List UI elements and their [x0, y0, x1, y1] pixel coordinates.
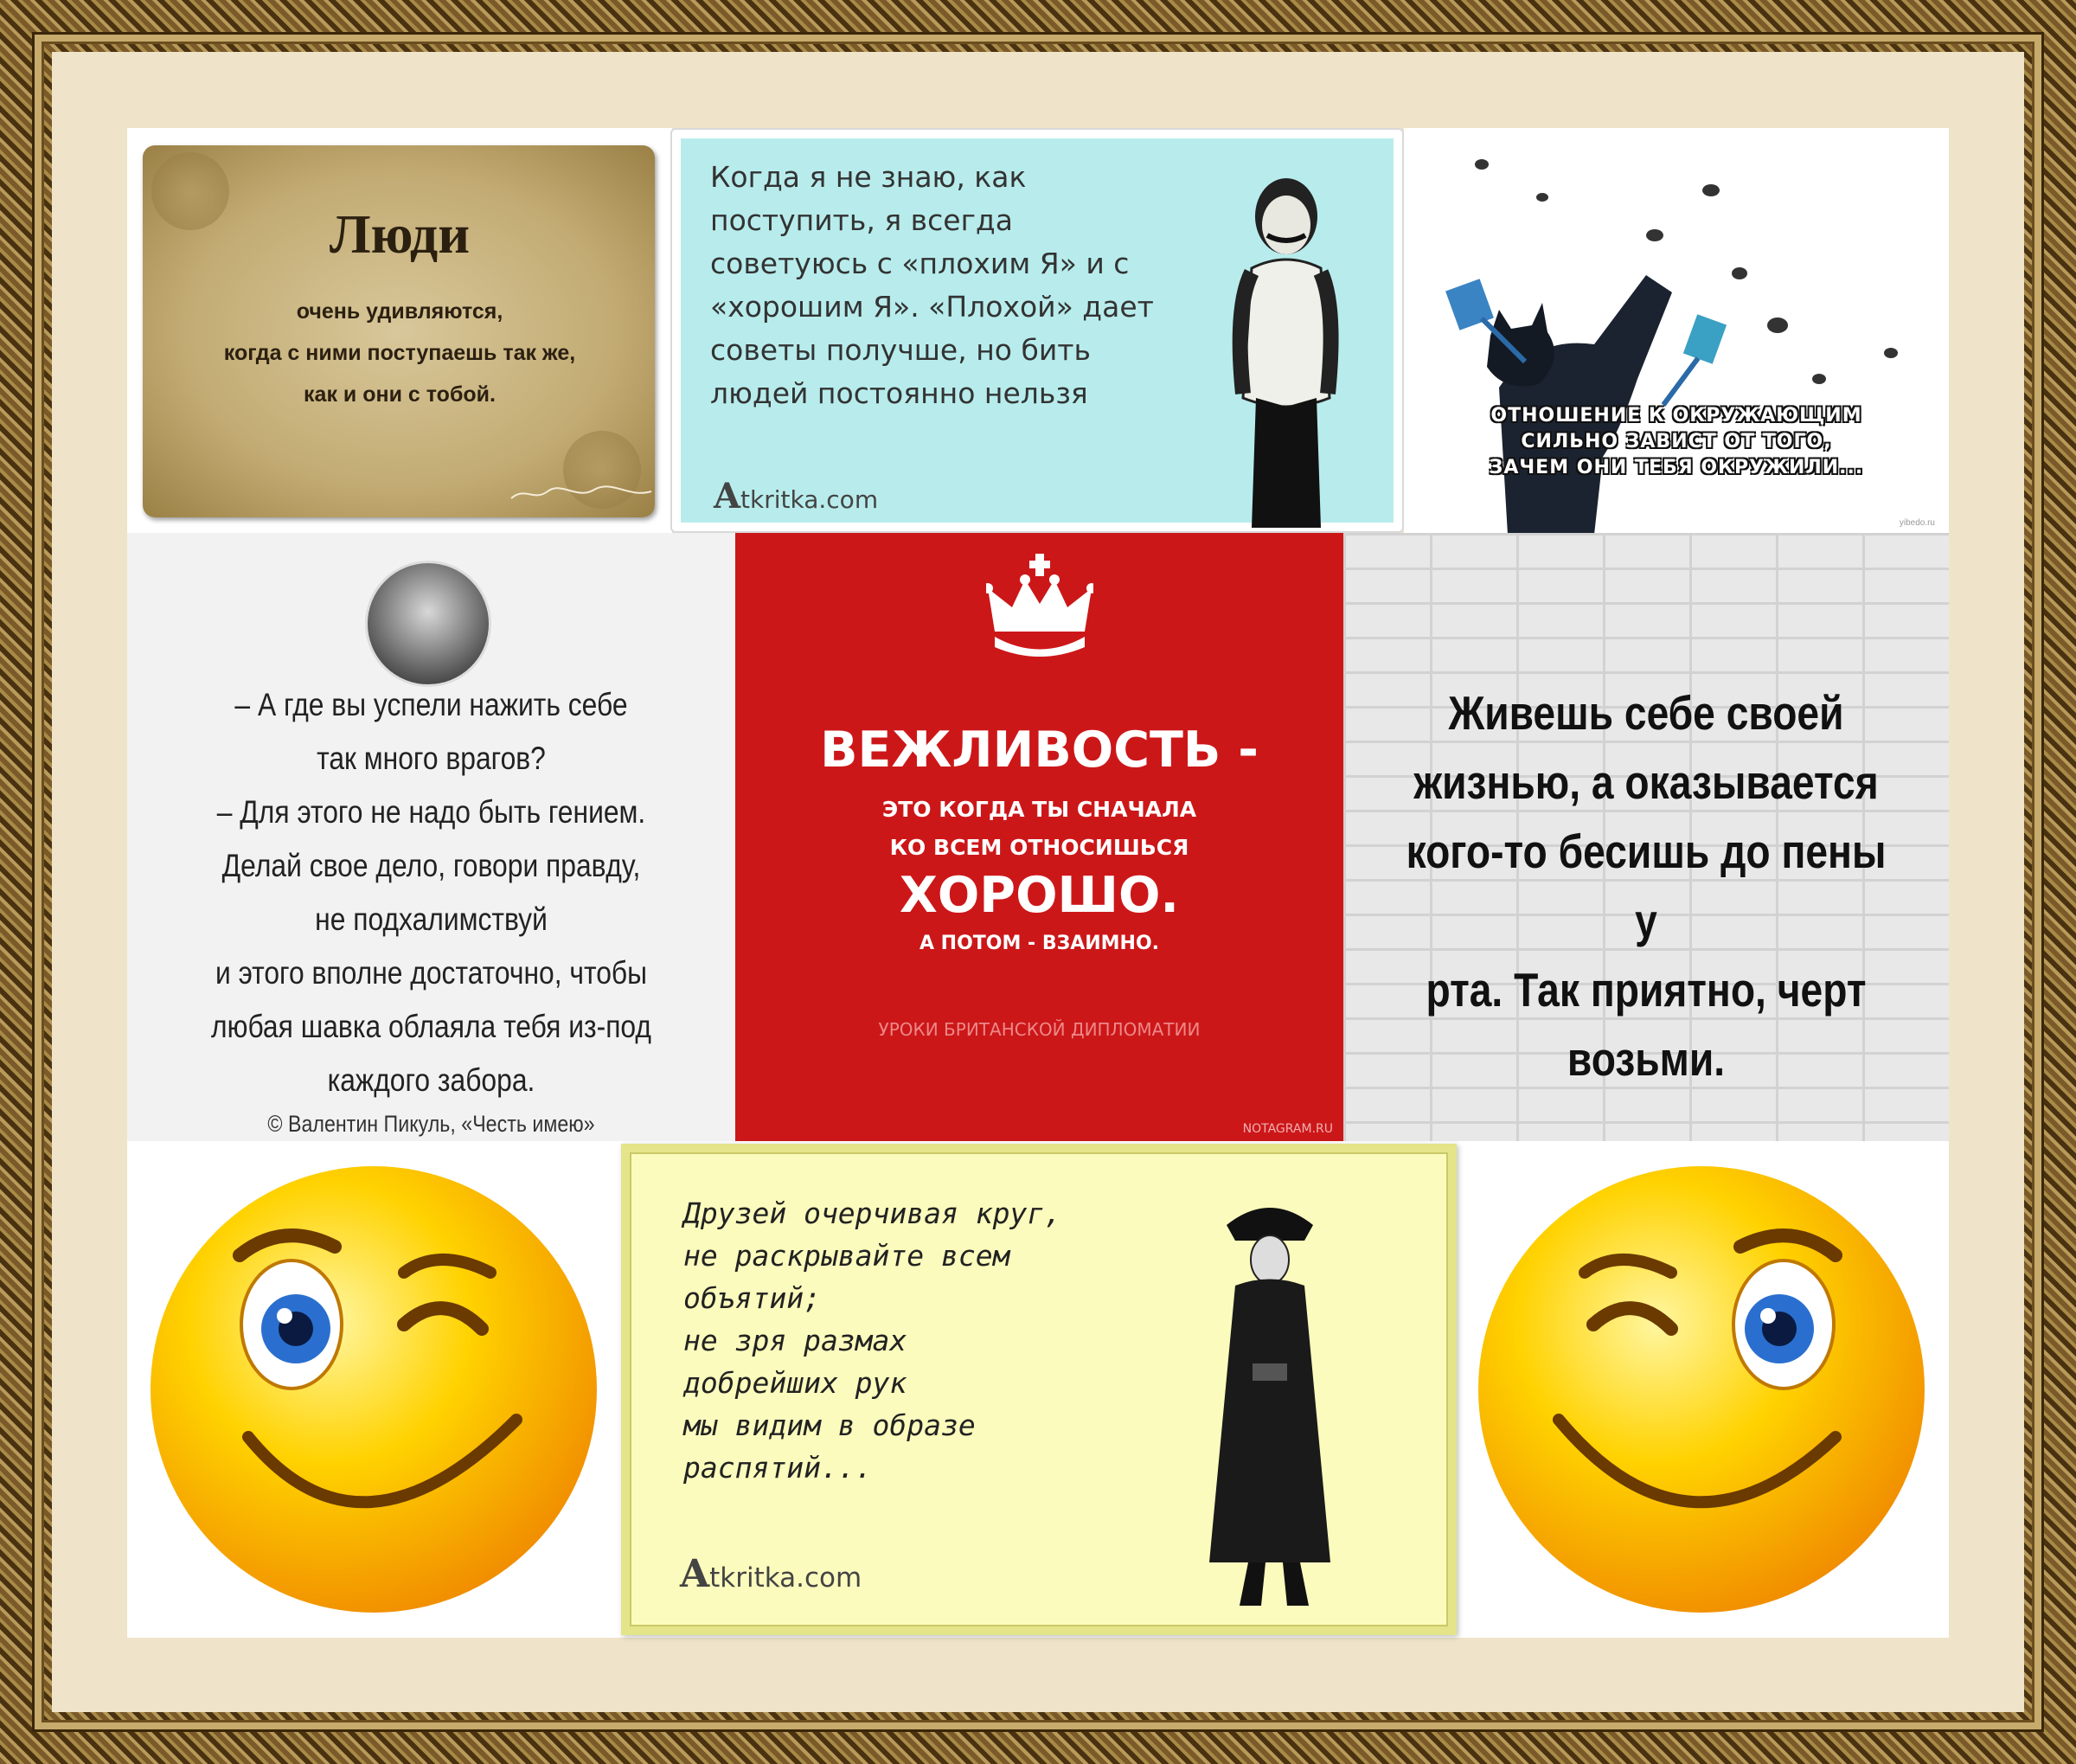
pikul-quote-card: [127, 533, 735, 1141]
brick-line: рта. Так приятно, черт: [1426, 963, 1867, 1017]
card-quote-text: Когда я не знаю, как поступить, я всегда советуюсь с «плохим Я» и с «хорошим Я». «Плохой» дает советы получше, но бить людей постоянно нельзя: [710, 160, 1154, 410]
quote-attribution: © Валентин Пикуль, «Честь имею»: [267, 1111, 595, 1137]
pikul-quote-text: [170, 678, 693, 1107]
mutual-subtext: А ПОТОМ - ВЗАИМНО.: [919, 933, 1160, 954]
notagram-watermark: NOTAGRAM.RU: [1242, 1122, 1333, 1136]
brick-line: возьми.: [1567, 1032, 1726, 1086]
brick-quote-text: [1392, 678, 1900, 1094]
caption-line: СИЛЬНО ЗАВИСТ ОТ ТОГО,: [1521, 431, 1832, 452]
poem-line: мы видим в образе: [683, 1408, 976, 1442]
caption-line: ОТНОШЕНИЕ К ОКРУЖАЮЩИМ: [1490, 405, 1862, 427]
strongman-illustration-icon: [1200, 164, 1373, 528]
parchment-text: [127, 291, 672, 415]
signature: [508, 484, 655, 507]
poem-line: не зря размах: [683, 1324, 907, 1357]
image-credit: yibedo.ru: [1899, 518, 1935, 528]
brand-letter: A: [714, 476, 741, 516]
poem-line: распятий...: [683, 1451, 873, 1485]
parchment-line: когда с ними поступаешь так же,: [223, 341, 576, 365]
yellow-poem-card: [621, 1144, 1457, 1635]
author-avatar: [365, 561, 491, 687]
poem-line: Друзей очерчивая круг,: [683, 1196, 1062, 1230]
brick-line: жизнью, а оказывается: [1413, 755, 1879, 809]
quote-line: каждого забора.: [327, 1062, 535, 1098]
parchment-line: очень удивляются,: [296, 299, 503, 324]
politeness-subtext: [735, 791, 1343, 867]
red-politeness-card: [735, 533, 1343, 1141]
quote-line: не подхалимствуй: [315, 901, 548, 937]
quote-line: и этого вполне достаточно, чтобы: [215, 955, 648, 991]
poem-line: добрейших рук: [683, 1366, 907, 1400]
crown-icon: [986, 554, 1093, 657]
atkritka-logo: [680, 1552, 862, 1596]
quote-line: – Для этого не надо быть гением.: [216, 794, 646, 830]
brick-wall-quote-card: [1343, 533, 1949, 1141]
diplomacy-footer: УРОКИ БРИТАНСКОЙ ДИПЛОМАТИИ: [878, 1019, 1201, 1040]
quote-line: Делай свое дело, говори правду,: [221, 848, 641, 883]
napoleon-figure-icon: [1183, 1190, 1356, 1618]
cyan-quote-card: [670, 128, 1404, 533]
quote-line: так много врагов?: [317, 741, 546, 776]
brick-line: кого-то бесишь до пены у: [1406, 824, 1887, 947]
politeness-heading: ВЕЖЛИВОСТЬ -: [820, 722, 1259, 779]
parchment-quote-card: [127, 128, 672, 533]
parchment-title: Люди: [329, 203, 471, 265]
parchment-line: как и они с тобой.: [304, 382, 496, 407]
smiley-wink-icon: [144, 1160, 603, 1619]
batman-caption: [1404, 403, 1949, 481]
brand-letter: A: [680, 1552, 710, 1596]
batman-flyswatter-card: [1404, 128, 1949, 533]
brand-name: tkritka.com: [740, 485, 879, 514]
subtext-line: ЭТО КОГДА ТЫ СНАЧАЛА: [881, 797, 1197, 822]
poem-line: объятий;: [683, 1281, 821, 1315]
atkritka-logo: [714, 476, 878, 516]
caption-line: ЗАЧЕМ ОНИ ТЕБЯ ОКРУЖИЛИ...: [1489, 457, 1864, 478]
poem-line: не раскрывайте всем: [683, 1239, 1010, 1273]
quote-line: – А где вы успели нажить себе: [234, 687, 628, 722]
smiley-wink-icon: [1472, 1160, 1931, 1619]
poem-text: [683, 1192, 1168, 1489]
quote-line: любая шавка облаяла тебя из-под: [211, 1009, 651, 1044]
good-heading: ХОРОШО.: [899, 867, 1180, 924]
subtext-line: КО ВСЕМ ОТНОСИШЬСЯ: [889, 835, 1189, 860]
brand-name: tkritka.com: [709, 1562, 862, 1594]
brick-line: Живешь себе своей: [1448, 686, 1844, 740]
